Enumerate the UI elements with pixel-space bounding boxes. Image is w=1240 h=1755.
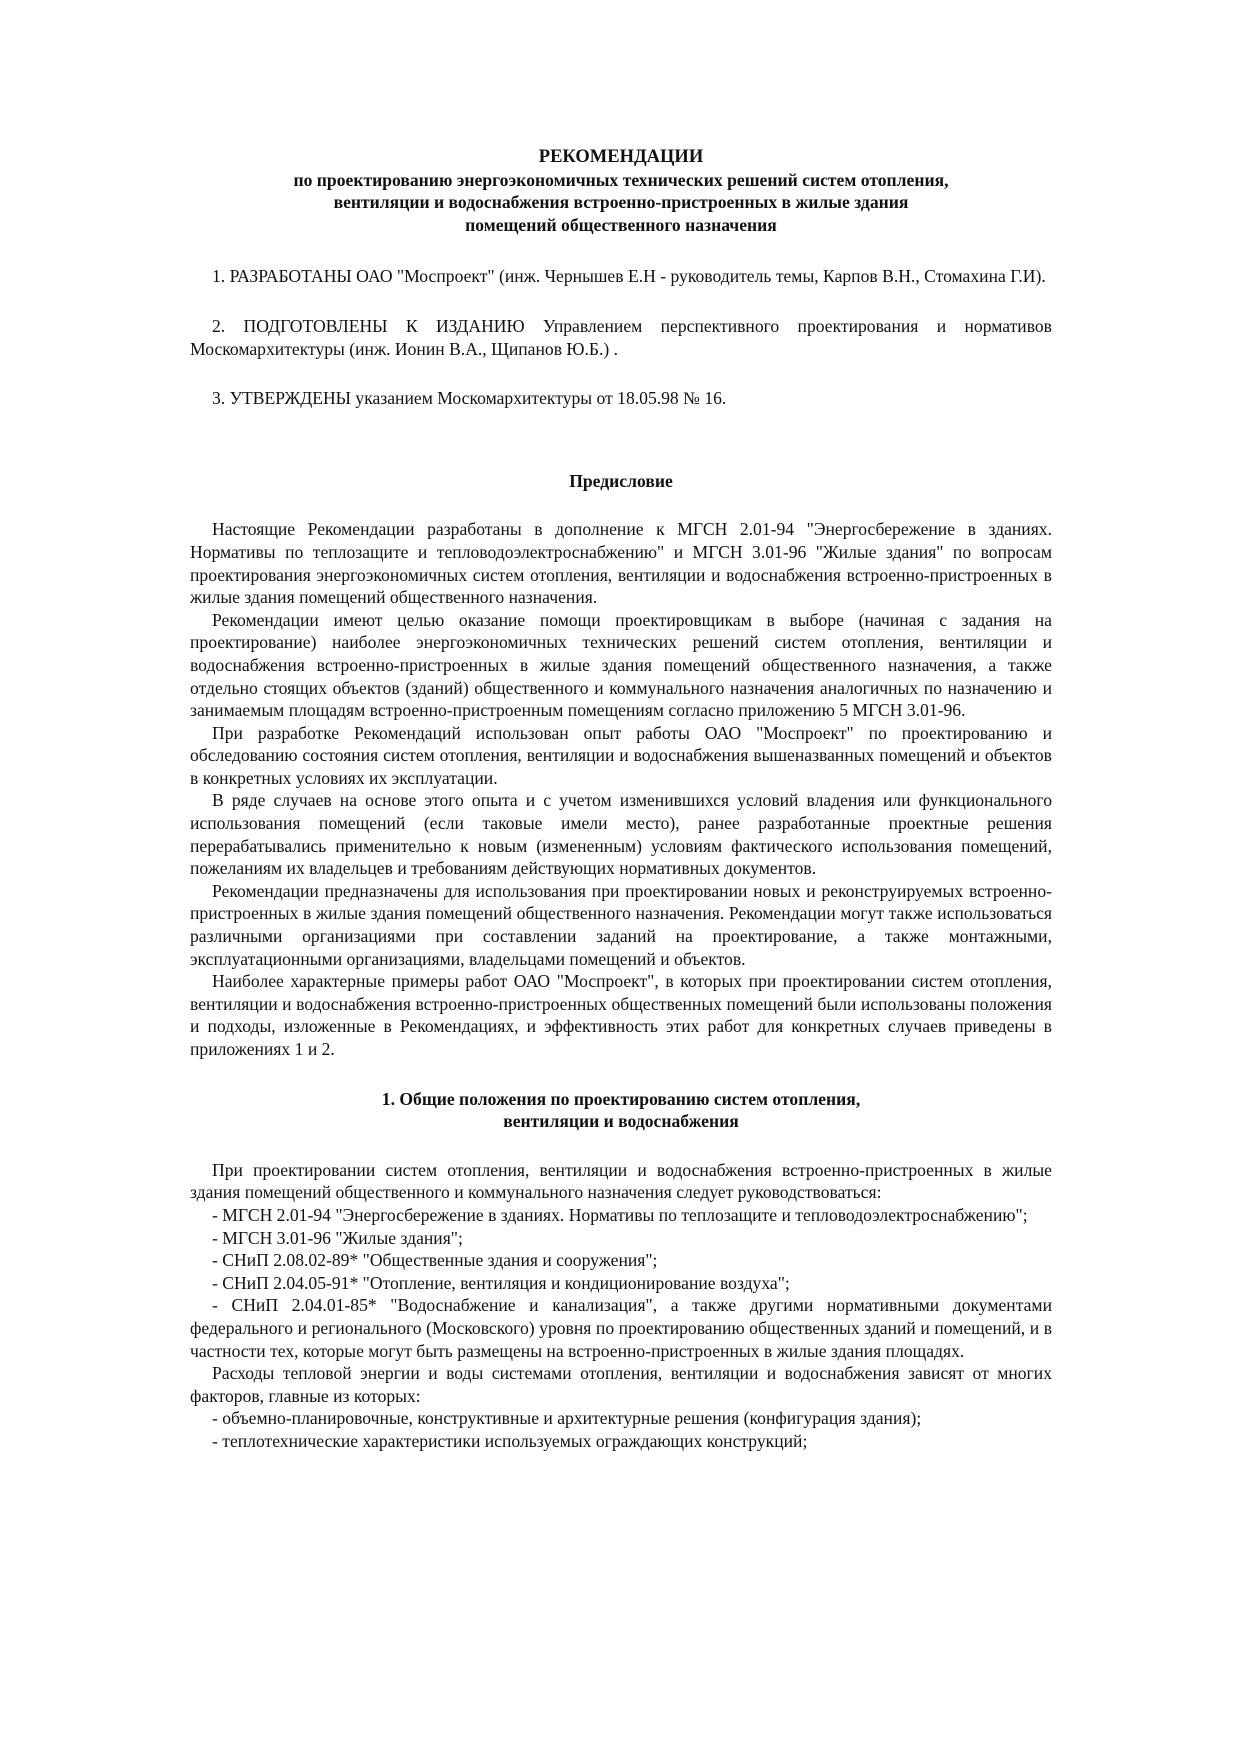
section-1-list-item: - МГСН 3.01-96 "Жилые здания"; [212, 1227, 463, 1248]
section-1-list-item: - МГСН 2.01-94 "Энергосбережение в зданиях. Нормативы по теплозащите и тепловодоэлектроснабжению"; [212, 1204, 1028, 1225]
preface-paragraph: Наиболее характерные примеры работ ОАО "Моспроект", в которых при проектировании систем отопления, вентиляции и водоснабжения встроенно-пристроенных общественных помещений были использованы положения и подходы, изложенные в Рекомендациях, и эффективность этих работ для конкретных случаев приведены в приложениях 1 и 2. [190, 971, 1052, 1059]
title-line-2: вентиляции и водоснабжения встроенно-пристроенных в жилые здания [333, 192, 909, 213]
section-1-list-item: - СНиП 2.08.02-89* "Общественные здания и сооружения"; [212, 1250, 658, 1271]
title-main: РЕКОМЕНДАЦИИ [538, 147, 704, 167]
preface-paragraph: При разработке Рекомендаций использован опыт работы ОАО "Моспроект" по проектированию и обследованию состояния систем отопления, вентиляции и водоснабжения вышеназванных помещений и объектов в конкретных условиях их эксплуатации. [190, 722, 1052, 788]
section-1-list-item: - теплотехнические характеристики используемых ограждающих конструкций; [212, 1430, 808, 1451]
preface-heading: Предисловие [569, 470, 673, 491]
document-page [190, 146, 1052, 1453]
title-line-3: помещений общественного назначения [465, 214, 777, 235]
credit-item-approved: 3. УТВЕРЖДЕНЫ указанием Москомархитектуры от 18.05.98 № 16. [212, 388, 727, 409]
section-1-list-item: - СНиП 2.04.05-91* "Отопление, вентиляция и кондиционирование воздуха"; [212, 1272, 790, 1293]
section-1-paragraph: Расходы тепловой энергии и воды системами отопления, вентиляции и водоснабжения зависят от многих факторов, главные из которых: [190, 1363, 1052, 1406]
section-1-heading-line-2: вентиляции и водоснабжения [503, 1111, 739, 1132]
section-1-heading-line-1: 1. Общие положения по проектированию систем отопления, [381, 1088, 861, 1109]
section-1-paragraph: При проектировании систем отопления, вентиляции и водоснабжения встроенно-пристроенных в жилые здания помещений общественного и коммунального назначения следует руководствоваться: [190, 1159, 1052, 1203]
title-line-1: по проектированию энергоэкономичных технических решений систем отопления, [293, 169, 949, 190]
preface-paragraph: В ряде случаев на основе этого опыта и с учетом изменившихся условий владения или функционального использования помещений (если таковые имели место), ранее разработанные проектные решения перерабатывались применительно к новым (измененным) условиям фактического использования помещений, пожеланиям их владельцев и требованиям действующих нормативных документов. [190, 790, 1052, 879]
preface-paragraph: Рекомендации предназначены для использования при проектировании новых и реконструируемых встроенно-пристроенных в жилые здания помещений общественного назначения. Рекомендации могут также использоваться различными организациями при составлении заданий на проектирование, а также монтажными, эксплуатационными организациями, владельцами помещений и объектов. [190, 880, 1052, 969]
section-1-list-item: - СНиП 2.04.01-85* "Водоснабжение и канализация", а также другими нормативными документами федерального и регионального (Московского) уровня по проектированию общественных зданий и помещений, и в частности тех, которые могут быть размещены на встроенно-пристроенных в жилые здания площадях. [190, 1295, 1052, 1361]
document-title [190, 146, 1052, 236]
preface-paragraph: Настоящие Рекомендации разработаны в дополнение к МГСН 2.01-94 "Энергосбережение в зданиях. Нормативы по теплозащите и тепловодоэлектроснабжению" и МГСН 3.01-96 "Жилые здания" по вопросам проектирования энергоэкономичных систем отопления, вентиляции и водоснабжения встроенно-пристроенных в жилые здания помещений общественного назначения. [190, 519, 1052, 608]
credit-item-prepared: 2. ПОДГОТОВЛЕНЫ К ИЗДАНИЮ Управлением перспективного проектирования и нормативов Москомархитектуры (инж. Ионин В.А., Щипанов Ю.Б.) . [190, 315, 1052, 359]
preface-paragraph: Рекомендации имеют целью оказание помощи проектировщикам в выборе (начиная с задания на проектирование) наиболее энергоэкономичных технических решений систем отопления, вентиляции и водоснабжения встроенно-пристроенных в жилые здания помещений общественного назначения, а также отдельно стоящих объектов (зданий) общественного и коммунального назначения аналогичных по назначению и занимаемым площадям встроенно-пристроенным помещениям согласно приложению 5 МГСН 3.01-96. [190, 609, 1052, 721]
credit-item-developed: 1. РАЗРАБОТАНЫ ОАО "Моспроект" (инж. Чернышев Е.Н - руководитель темы, Карпов В.Н., Стомахина Г.И). [212, 266, 1046, 287]
section-1-list-item: - объемно-планировочные, конструктивные и архитектурные решения (конфигурация здания); [212, 1408, 922, 1429]
section-1-heading [190, 1088, 1052, 1133]
